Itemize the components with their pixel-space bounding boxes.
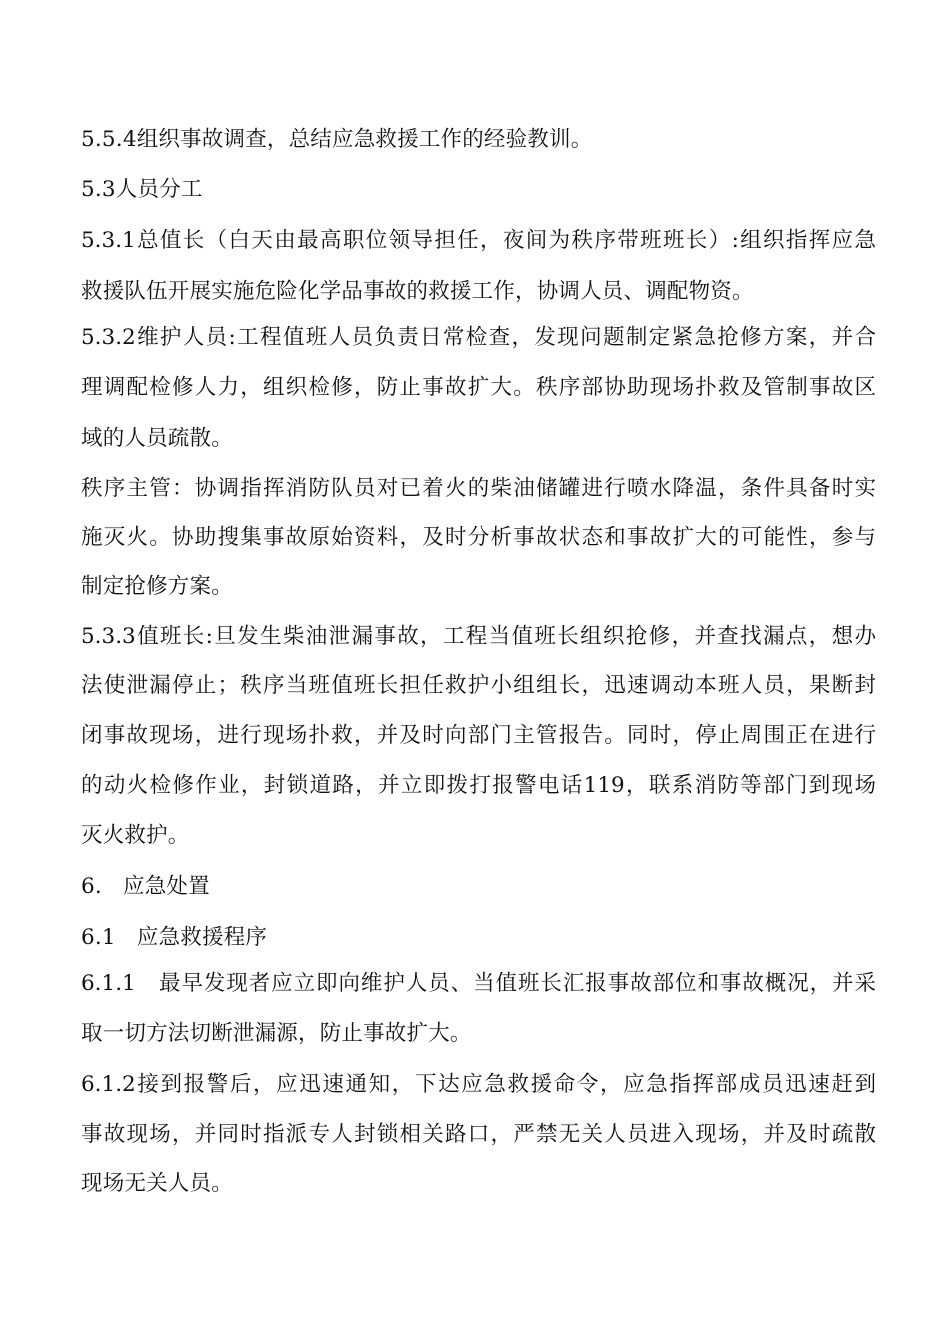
- text-line: 施灭火。协助搜集事故原始资料，及时分析事故状态和事故扩大的可能性，参与: [81, 525, 876, 550]
- text-line: 现场无关人员。: [81, 1171, 233, 1196]
- text-line: 6.1.2接到报警后，应迅速通知，下达应急救援命令，应急指挥部成员迅速赶到: [81, 1072, 876, 1097]
- text-line: 5.3.1总值长（白天由最高职位领导担任，夜间为秩序带班班长）:组织指挥应急: [81, 228, 876, 253]
- text-line: 救援队伍开展实施危险化学品事故的救援工作，协调人员、调配物资。: [81, 279, 754, 304]
- section-heading: 5.3人员分工: [81, 177, 203, 202]
- text-line: 秩序主管：协调指挥消防队员对已着火的柴油储罐进行喷水降温，条件具备时实: [81, 476, 876, 501]
- text-line: 5.3.2维护人员:工程值班人员负责日常检查，发现问题制定紧急抢修方案，并合: [81, 325, 876, 350]
- text-line: 制定抢修方案。: [81, 574, 233, 599]
- text-line: 5.5.4组织事故调查，总结应急救援工作的经验教训。: [81, 127, 593, 152]
- text-line: 法使泄漏停止；秩序当班值班长担任救护小组组长，迅速调动本班人员，果断封: [81, 673, 876, 698]
- text-line: 事故现场，并同时指派专人封锁相关路口，严禁无关人员进入现场，并及时疏散: [81, 1122, 876, 1147]
- text-line: 灭火救护。: [81, 823, 190, 848]
- text-line: 取一切方法切断泄漏源，防止事故扩大。: [81, 1021, 472, 1046]
- text-line: 5.3.3值班长:旦发生柴油泄漏事故，工程当值班长组织抢修，并查找漏点，想办: [81, 624, 876, 649]
- text-line: 域的人员疏散。: [81, 426, 233, 451]
- text-line: 的动火检修作业，封锁道路，并立即拨打报警电话119，联系消防等部门到现场: [81, 773, 876, 798]
- section-heading: 6. 应急处置: [81, 874, 210, 899]
- text-line: 理调配检修人力，组织检修，防止事故扩大。秩序部协助现场扑救及管制事故区: [81, 375, 876, 400]
- section-heading: 6.1 应急救援程序: [81, 925, 268, 950]
- text-line: 闭事故现场，进行现场扑救，并及时向部门主管报告。同时，停止周围正在进行: [81, 723, 876, 748]
- text-line: 6.1.1 最早发现者应立即向维护人员、当值班长汇报事故部位和事故概况，并采: [81, 971, 876, 996]
